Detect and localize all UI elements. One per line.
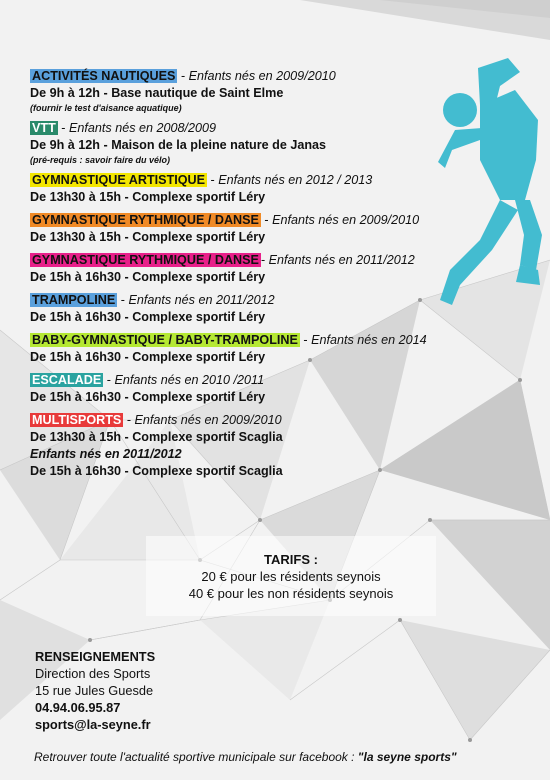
schedule: De 15h à 16h30 - Complexe sportif Léry <box>30 390 266 404</box>
activity-escalade <box>30 372 510 406</box>
activity-tag: MULTISPORTS <box>32 413 122 427</box>
schedule-2: De 15h à 16h30 - Complexe sportif Scaglia <box>30 464 283 478</box>
tarif-non-residents: 40 € pour les non résidents seynois <box>188 586 394 601</box>
activity-gym-rythmique-1 <box>30 212 510 246</box>
activity-tag: ACTIVITÉS NAUTIQUES <box>32 69 176 83</box>
footer-note <box>34 750 457 764</box>
contact-email[interactable]: sports@la-seyne.fr <box>35 717 151 732</box>
activity-tag: GYMNASTIQUE RYTHMIQUE / DANSE <box>32 213 259 227</box>
schedule: De 13h30 à 15h - Complexe sportif Léry <box>30 230 266 244</box>
dash: - <box>260 253 269 267</box>
dash: - <box>177 69 189 83</box>
requirement-note: (pré-requis : savoir faire du vélo) <box>30 155 171 165</box>
birth-years: Enfants nés en 2011/2012 <box>128 293 275 307</box>
contact-phone: 04.94.06.95.87 <box>35 700 121 715</box>
dash: - <box>117 293 129 307</box>
activity-multisports <box>30 412 510 480</box>
schedule: De 13h30 à 15h - Complexe sportif Scaglia <box>30 430 283 444</box>
activity-tag: ESCALADE <box>32 373 102 387</box>
schedule: De 9h à 12h - Maison de la pleine nature de Janas <box>30 138 327 152</box>
dash: - <box>123 413 135 427</box>
contact-block <box>35 648 155 733</box>
activity-tag: GYMNASTIQUE RYTHMIQUE / DANSE <box>32 253 259 267</box>
activity-list <box>30 68 510 486</box>
activity-vtt <box>30 120 510 166</box>
dash: - <box>103 373 115 387</box>
activity-tag: VTT <box>32 121 56 135</box>
footer-text: Retrouver toute l'actualité sportive municipale sur facebook : <box>34 750 358 764</box>
tarifs-box <box>146 536 436 616</box>
facebook-link[interactable]: "la seyne sports" <box>357 750 457 764</box>
tarif-residents: 20 € pour les résidents seynois <box>201 569 381 584</box>
dash: - <box>207 173 219 187</box>
tarifs-title: TARIFS : <box>264 552 318 567</box>
dash: - <box>57 121 69 135</box>
birth-years-2: Enfants nés en 2011/2012 <box>30 447 182 461</box>
birth-years: Enfants nés en 2014 <box>311 333 427 347</box>
activity-trampoline <box>30 292 510 326</box>
schedule: De 15h à 16h30 - Complexe sportif Léry <box>30 310 266 324</box>
schedule: De 15h à 16h30 - Complexe sportif Léry <box>30 350 266 364</box>
birth-years: Enfants nés en 2008/2009 <box>69 121 217 135</box>
birth-years: Enfants nés en 2009/2010 <box>272 213 420 227</box>
activity-tag: BABY-GYMNASTIQUE / BABY-TRAMPOLINE <box>32 333 298 347</box>
birth-years: Enfants nés en 2010 /2011 <box>114 373 265 387</box>
dash: - <box>260 213 273 227</box>
contact-address: 15 rue Jules Guesde <box>35 683 154 698</box>
activity-tag: GYMNASTIQUE ARTISTIQUE <box>32 173 206 187</box>
activity-nautique <box>30 68 510 114</box>
dash: - <box>299 333 312 347</box>
contact-title: RENSEIGNEMENTS <box>35 649 156 664</box>
birth-years: Enfants nés en 2012 / 2013 <box>218 173 373 187</box>
activity-tag: TRAMPOLINE <box>32 293 116 307</box>
schedule: De 13h30 à 15h - Complexe sportif Léry <box>30 190 266 204</box>
schedule: De 9h à 12h - Base nautique de Saint Elme <box>30 86 284 100</box>
contact-department: Direction des Sports <box>35 666 151 681</box>
schedule: De 15h à 16h30 - Complexe sportif Léry <box>30 270 266 284</box>
activity-baby <box>30 332 510 366</box>
birth-years: Enfants nés en 2009/2010 <box>188 69 336 83</box>
birth-years: Enfants nés en 2009/2010 <box>134 413 282 427</box>
activity-gym-rythmique-2 <box>30 252 510 286</box>
activity-gym-artistique <box>30 172 510 206</box>
requirement-note: (fournir le test d'aisance aquatique) <box>30 103 182 113</box>
birth-years: Enfants nés en 2011/2012 <box>268 253 415 267</box>
